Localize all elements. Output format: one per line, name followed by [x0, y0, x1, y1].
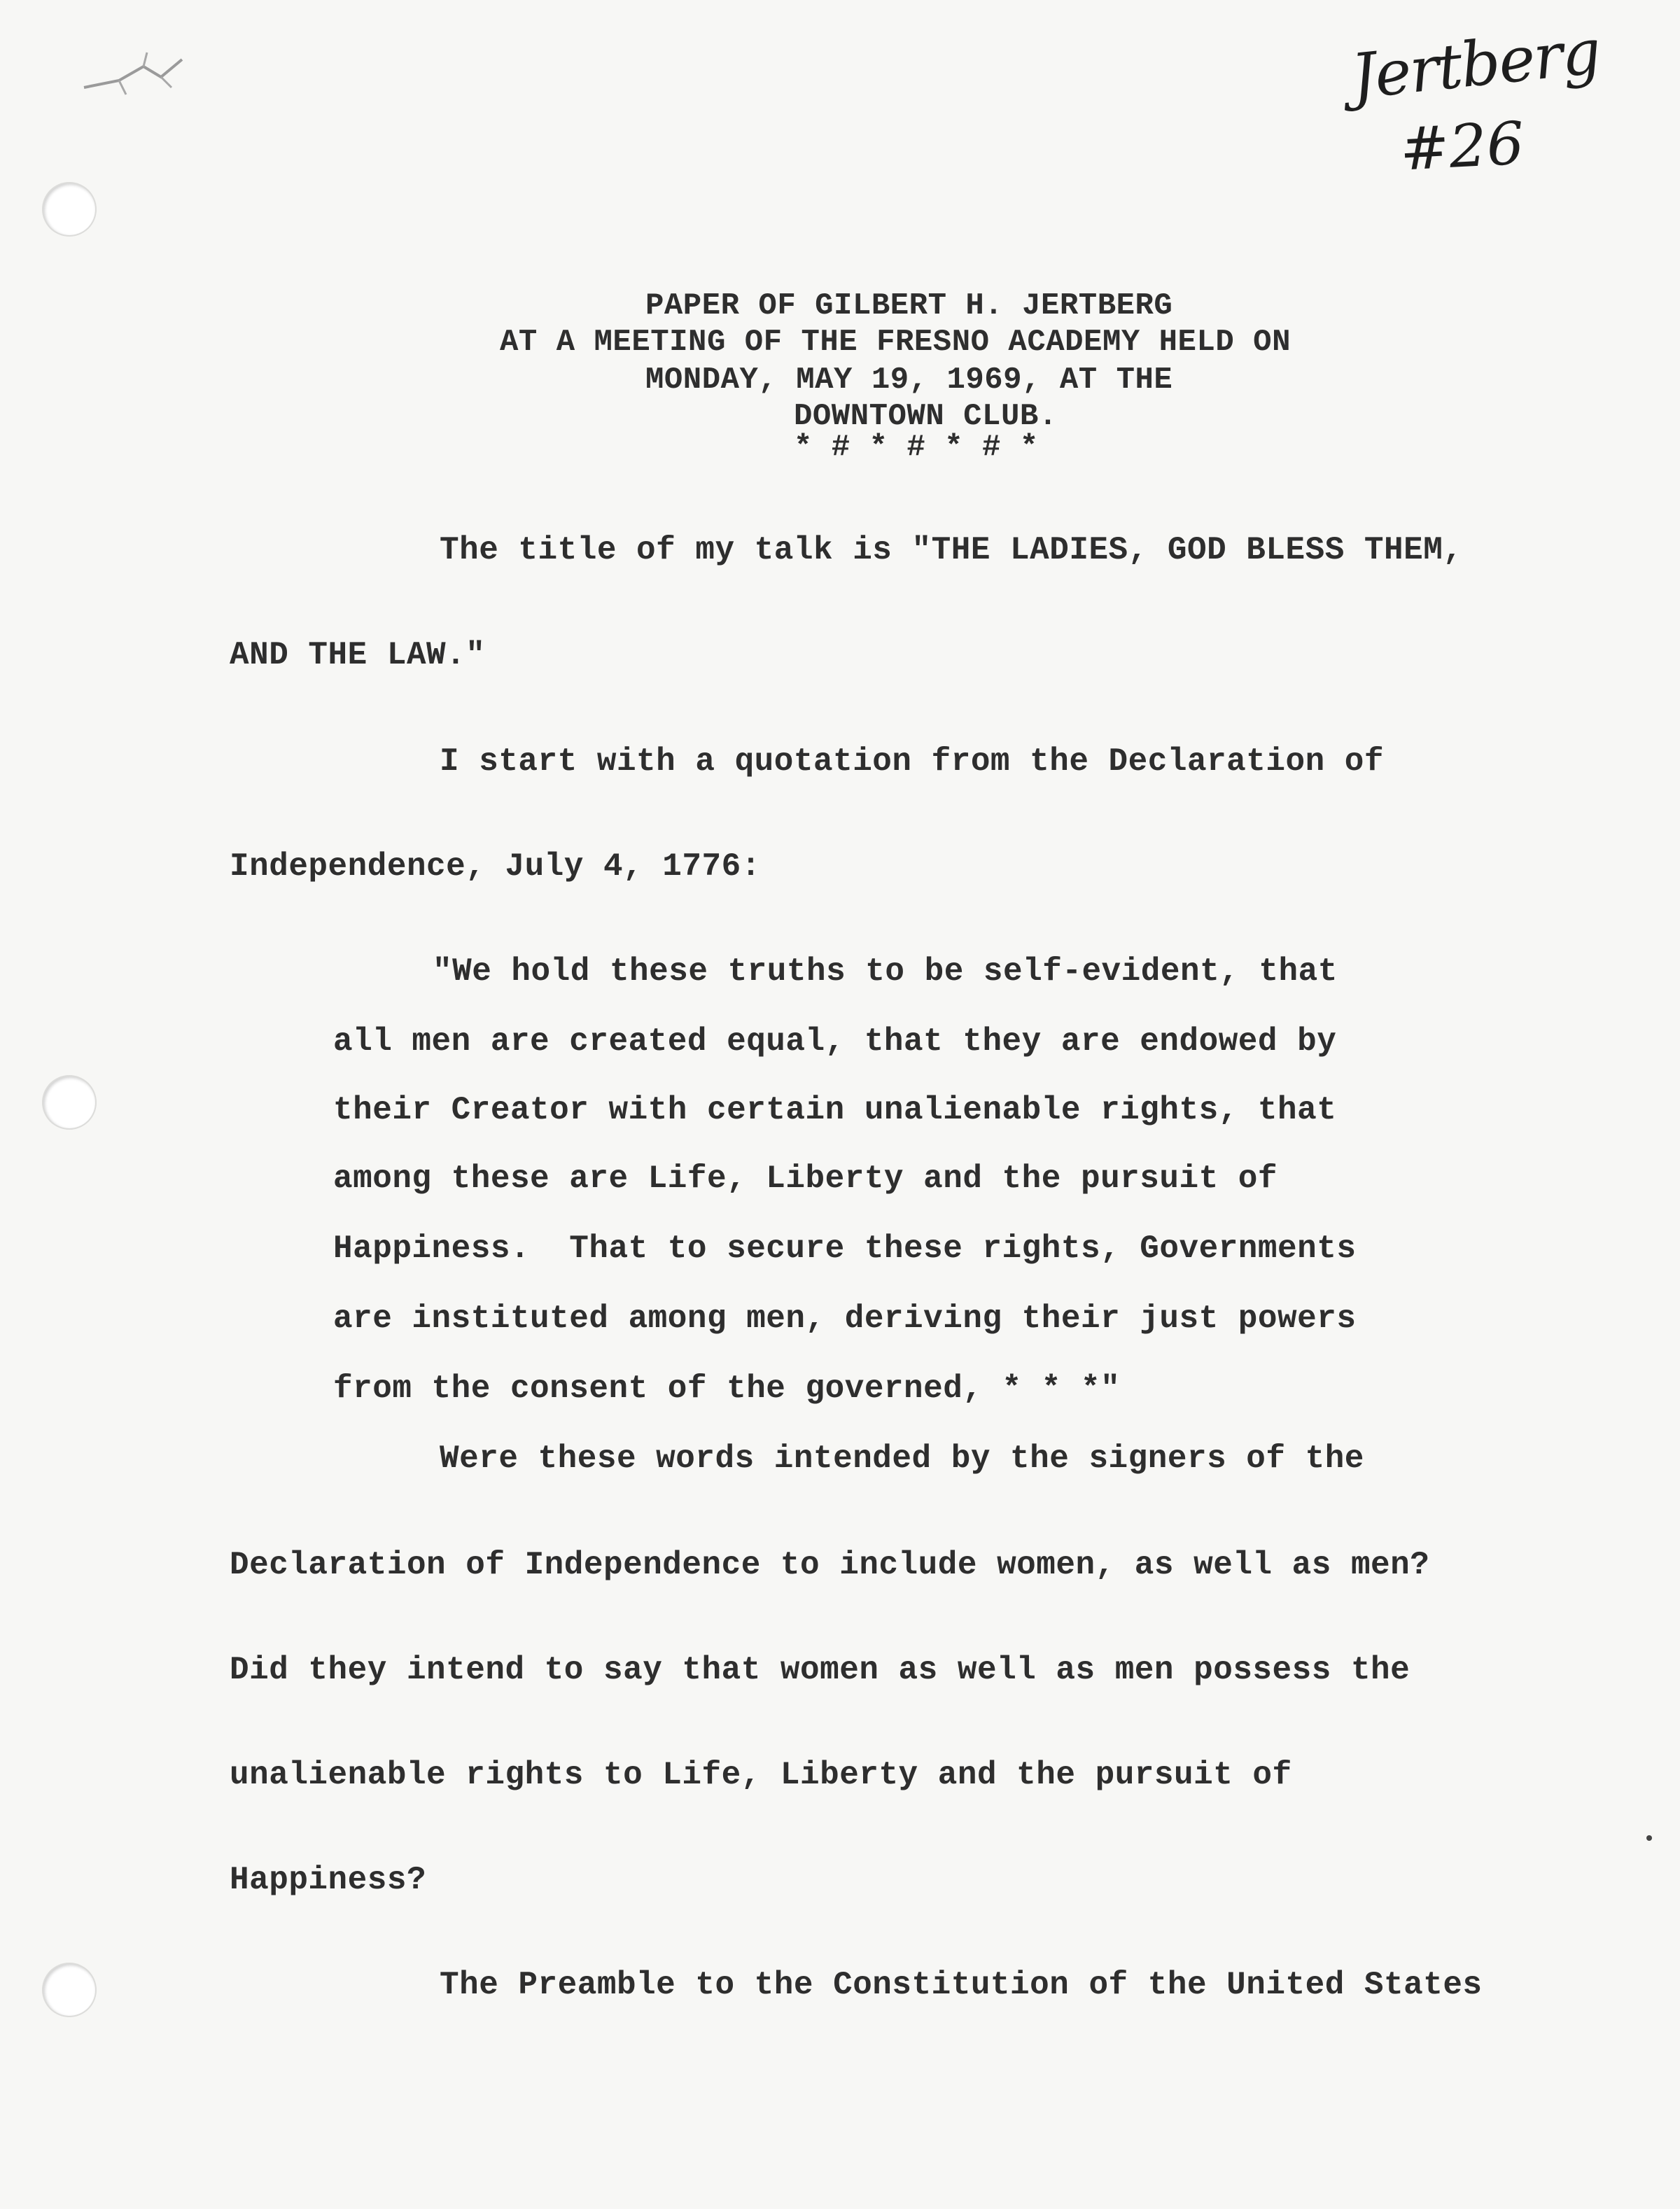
- punch-hole-top: [43, 183, 95, 235]
- body-line-5: Were these words intended by the signers of the: [440, 1440, 1364, 1477]
- quote-line-2: all men are created equal, that they are endowed by: [333, 1023, 1337, 1060]
- body-line-3: I start with a quotation from the Declaration of: [440, 743, 1385, 780]
- punch-hole-middle: [43, 1077, 95, 1128]
- quote-line-4: among these are Life, Liberty and the pursuit of: [333, 1160, 1278, 1197]
- body-line-9: Happiness?: [230, 1862, 427, 1898]
- handwritten-number: #26: [1398, 108, 1526, 184]
- header-line-3: MONDAY, MAY 19, 1969, AT THE: [645, 363, 1173, 398]
- quote-line-6: are instituted among men, deriving their just powers: [333, 1300, 1357, 1337]
- header-line-4: DOWNTOWN CLUB.: [794, 399, 1058, 434]
- header-ornament: * # * # * # *: [794, 430, 1039, 465]
- header-line-1: PAPER OF GILBERT H. JERTBERG: [645, 288, 1173, 323]
- handwritten-name: Jertberg: [1348, 15, 1604, 113]
- body-line-1: The title of my talk is "THE LADIES, GOD BLESS THEM,: [440, 532, 1463, 568]
- body-line-6: Declaration of Independence to include women, as well as men?: [230, 1547, 1430, 1583]
- body-line-2: AND THE LAW.": [230, 637, 486, 673]
- handwritten-annotation: [1323, 15, 1604, 196]
- body-line-10: The Preamble to the Constitution of the United States: [440, 1967, 1483, 2003]
- body-line-4: Independence, July 4, 1776:: [230, 848, 761, 885]
- header-line-2: AT A MEETING OF THE FRESNO ACADEMY HELD ON: [500, 325, 1291, 360]
- quote-line-1: "We hold these truths to be self-evident, that: [433, 953, 1338, 990]
- punch-hole-bottom: [43, 1964, 95, 2016]
- body-line-7: Did they intend to say that women as well as men possess the: [230, 1652, 1410, 1688]
- quote-line-5: Happiness. That to secure these rights, Governments: [333, 1230, 1357, 1267]
- body-line-8: unalienable rights to Life, Liberty and the pursuit of: [230, 1757, 1292, 1793]
- ink-speck: [1646, 1835, 1652, 1841]
- staple-mark: [77, 38, 196, 101]
- quote-line-3: their Creator with certain unalienable rights, that: [333, 1092, 1337, 1128]
- quote-line-7: from the consent of the governed, * * *": [333, 1370, 1121, 1407]
